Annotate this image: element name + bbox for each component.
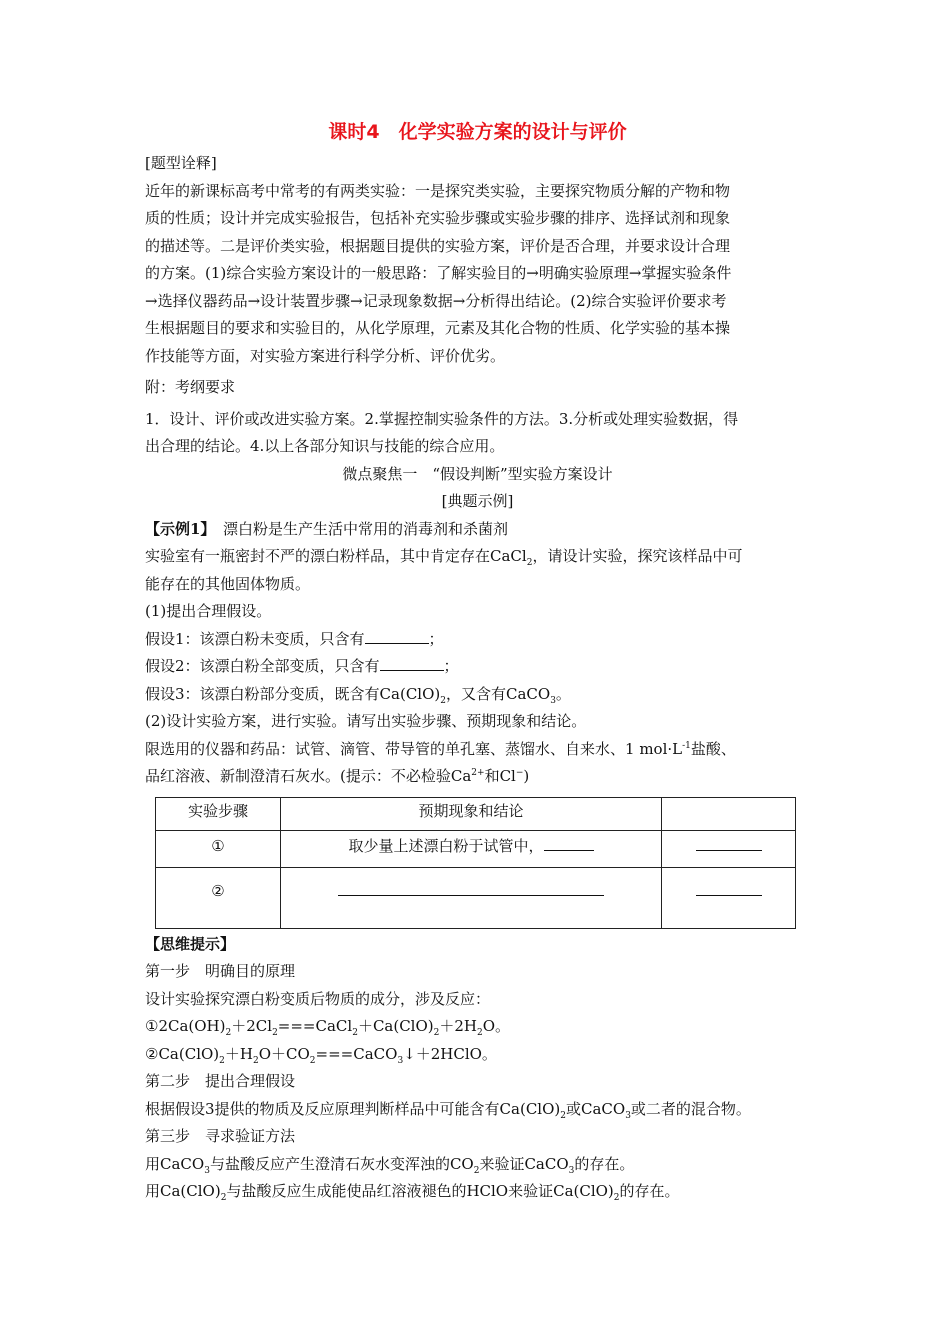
intro-line: 的方案。(1)综合实验方案设计的一般思路：了解实验目的→明确实验原理→掌握实验条件: [145, 264, 732, 282]
step-content: [281, 867, 662, 928]
hypothesis-3: 假设3：该漂白粉部分变质，既含有$Ca(ClO)_2$，又含有CaCO$_3$。: [145, 684, 571, 706]
step-number: ②: [156, 867, 281, 928]
table-row: [156, 867, 796, 928]
hypothesis-2: 假设2：该漂白粉全部变质，只含有 ；: [145, 657, 459, 675]
question-1: (1)提出合理假设。: [145, 602, 272, 620]
example-heading: [典题示例]: [441, 492, 514, 510]
answer-blank[interactable]: [380, 656, 444, 671]
intro-line: 近年的新课标高考中常考的有两类实验：一是探究类实验，主要探究物质分解的产物和物: [145, 181, 731, 200]
hypothesis-1: 假设1：该漂白粉未变质，只含有 ；: [145, 629, 444, 648]
appendix-label: 附：考纲要求: [145, 378, 236, 396]
answer-blank[interactable]: [338, 881, 604, 896]
hint-text: 根据假设3提供的物质及反应原理判断样品中可能含有$Ca(ClO)_2$或CaCO$_3$或二者的混合物。: [145, 1099, 751, 1121]
answer-blank[interactable]: [696, 881, 762, 896]
header-cell-step: 实验步骤: [156, 797, 281, 830]
hint-text: 设计实验探究漂白粉变质后物质的成分，涉及反应：: [145, 989, 491, 1008]
experiment-table: [155, 797, 796, 929]
hint-step-1: 第一步 明确目的原理: [145, 962, 296, 980]
hint-step-3: 第三步 寻求验证方法: [145, 1127, 296, 1145]
step-content: 取少量上述漂白粉于试管中，: [281, 830, 662, 867]
requirement-line: 出合理的结论。4.以上各部分知识与技能的综合应用。: [145, 437, 505, 455]
intro-line: →选择仪器药品→设计装置步骤→记录现象数据→分析得出结论。(2)综合实验评价要求考: [145, 291, 727, 310]
intro-line: 作技能等方面，对实验方案进行科学分析、评价优劣。: [145, 346, 506, 365]
reagents-line: 限选用的仪器和药品：试管、滴管、带导管的单孔塞、蒸馏水、自来水、1 $mol\cdot L^{-1}$盐酸、: [145, 739, 736, 758]
reaction-2: $②Ca(ClO)_2+H_2O+CO_2===CaCO_3↓+2HClO$。: [145, 1044, 497, 1066]
verify-line: 用CaCO$_3$与盐酸反应产生澄清石灰水变浑浊的$CO_2$来验证CaCO$_3$的存在。: [145, 1154, 635, 1176]
table-row: [156, 830, 796, 867]
example-tag: 【示例1】: [145, 519, 208, 538]
requirement-line: 1．设计、评价或改进实验方案。2.掌握控制实验条件的方法。3.分析或处理实验数据，得: [145, 409, 739, 428]
page-title: 课时4 化学实验方案的设计与评价: [328, 121, 627, 143]
hint-heading: 【思维提示】: [145, 934, 236, 953]
section-label: [题型诠释]: [145, 154, 217, 172]
intro-line: 质的性质；设计并完成实验报告，包括补充实验步骤或实验步骤的排序、选择试剂和现象: [145, 209, 731, 227]
conclusion-cell: [662, 830, 796, 867]
answer-blank[interactable]: [544, 836, 594, 851]
table-header-row: [156, 797, 796, 830]
focus-heading: 微点聚焦一 “假设判断”型实验方案设计: [342, 464, 613, 483]
step-number: ①: [156, 830, 281, 867]
document-page: [145, 118, 810, 1206]
reagents-line: 品红溶液、新制澄清石灰水。(提示：不必检验$Ca^{2+}$和Cl−): [145, 767, 530, 785]
intro-line: 生根据题目的要求和实验目的，从化学原理，元素及其化合物的性质、化学实验的基本操: [145, 319, 731, 337]
example-line: 能存在的其他固体物质。: [145, 574, 311, 593]
answer-blank[interactable]: [696, 836, 762, 851]
reaction-1: $①2Ca(OH)_2+2Cl_2===CaCl_2+Ca(ClO)_2+2H_2O$。: [145, 1017, 511, 1038]
intro-line: 的描述等。二是评价类实验，根据题目提供的实验方案，评价是否合理，并要求设计合理: [145, 236, 731, 255]
hint-step-2: 第二步 提出合理假设: [145, 1072, 296, 1090]
question-2: (2)设计实验方案，进行实验。请写出实验步骤、预期现象和结论。: [145, 712, 587, 730]
example-title: 【示例1】 漂白粉是生产生活中常用的消毒剂和杀菌剂: [145, 519, 508, 538]
header-cell-empty: [662, 797, 796, 830]
conclusion-cell: [662, 867, 796, 928]
header-cell-phenomenon: 预期现象和结论: [281, 797, 662, 830]
answer-blank[interactable]: [365, 629, 429, 644]
verify-line: 用$Ca(ClO)_2$与盐酸反应生成能使品红溶液褪色的HClO来验证$Ca(ClO)_2$的存在。: [145, 1182, 680, 1203]
example-line: 实验室有一瓶密封不严的漂白粉样品，其中肯定存在CaCl$_2$，请设计实验，探究该样品中可: [145, 547, 743, 568]
